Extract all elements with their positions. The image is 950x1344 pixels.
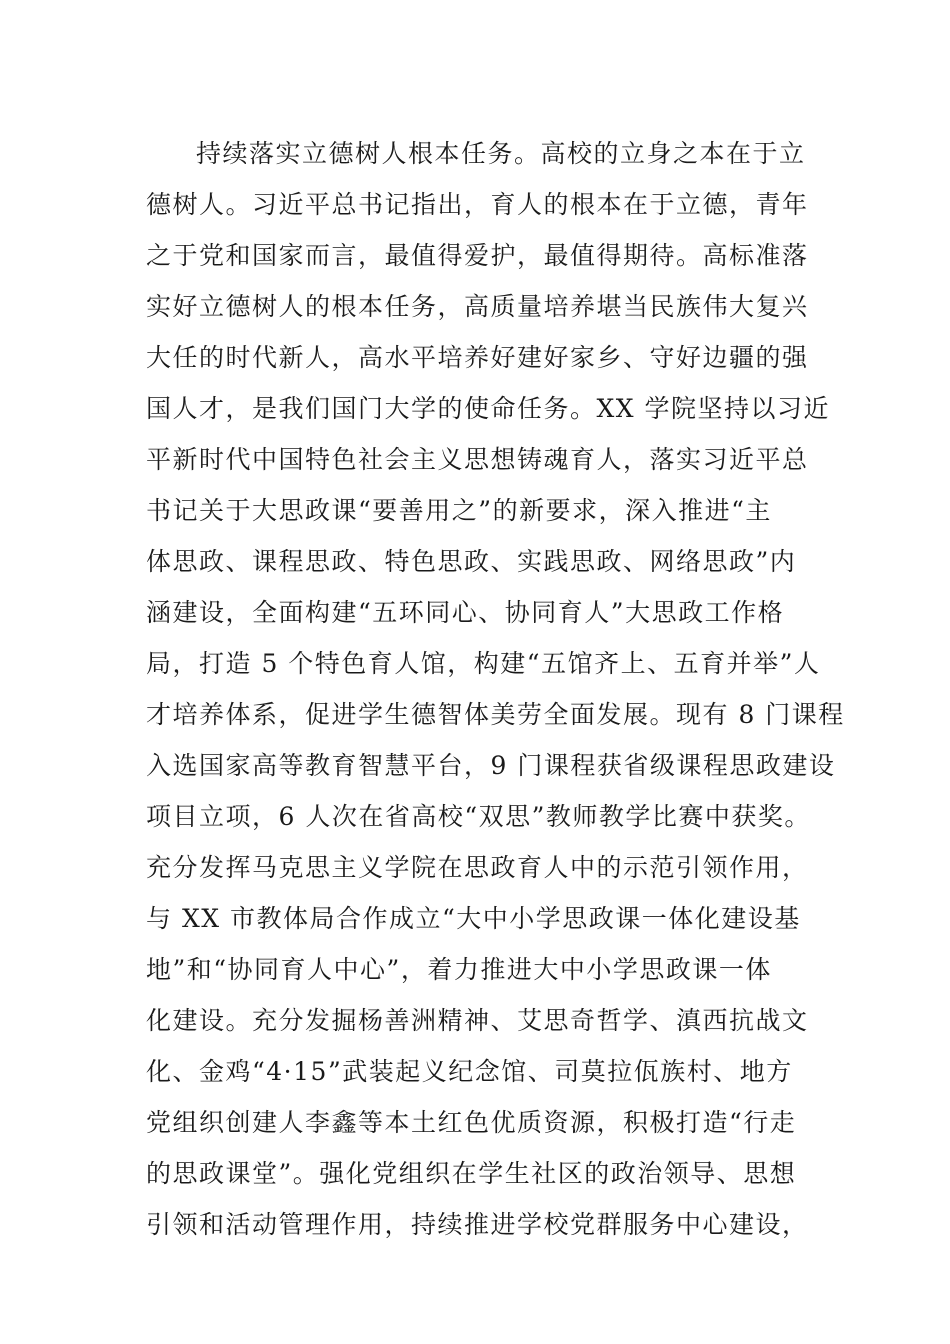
paragraph-line: 与 XX 市教体局合作成立“大中小学思政课一体化建设基 xyxy=(146,904,801,933)
paragraph-line: 国人才，是我们国门大学的使命任务。XX 学院坚持以习近 xyxy=(146,394,831,423)
body-paragraph xyxy=(146,128,845,1250)
paragraph-line: 项目立项，6 人次在省高校“双思”教师教学比赛中获奖。 xyxy=(146,802,811,831)
paragraph-line: 平新时代中国特色社会主义思想铸魂育人，落实习近平总 xyxy=(146,445,809,474)
paragraph-line: 实好立德树人的根本任务，高质量培养堪当民族伟大复兴 xyxy=(146,292,809,321)
paragraph-line: 大任的时代新人，高水平培养好建好家乡、守好边疆的强 xyxy=(146,343,809,372)
paragraph-line: 持续落实立德树人根本任务。高校的立身之本在于立 xyxy=(196,139,806,168)
paragraph-line: 化、金鸡“4·15”武装起义纪念馆、司莫拉佤族村、地方 xyxy=(146,1057,793,1086)
paragraph-line: 地”和“协同育人中心”，着力推进大中小学思政课一体 xyxy=(146,955,772,984)
paragraph-line: 入选国家高等教育智慧平台，9 门课程获省级课程思政建设 xyxy=(146,751,836,780)
paragraph-line: 充分发挥马克思主义学院在思政育人中的示范引领作用， xyxy=(146,853,809,882)
paragraph-line: 体思政、课程思政、特色思政、实践思政、网络思政”内 xyxy=(146,547,797,576)
paragraph-line: 之于党和国家而言，最值得爱护，最值得期待。高标准落 xyxy=(146,241,809,270)
paragraph-line: 德树人。习近平总书记指出，育人的根本在于立德，青年 xyxy=(146,190,809,219)
paragraph-line: 化建设。充分发掘杨善洲精神、艾思奇哲学、滇西抗战文 xyxy=(146,1006,809,1035)
paragraph-line: 书记关于大思政课“要善用之”的新要求，深入推进“主 xyxy=(146,496,772,525)
paragraph-line: 局，打造 5 个特色育人馆，构建“五馆齐上、五育并举”人 xyxy=(146,649,821,678)
paragraph-line: 才培养体系，促进学生德智体美劳全面发展。现有 8 门课程 xyxy=(146,700,845,729)
paragraph-line: 党组织创建人李鑫等本土红色优质资源，积极打造“行走 xyxy=(146,1108,797,1137)
paragraph-line: 引领和活动管理作用，持续推进学校党群服务中心建设， xyxy=(146,1210,809,1239)
paragraph-line: 的思政课堂”。强化党组织在学生社区的政治领导、思想 xyxy=(146,1159,797,1188)
paragraph-line: 涵建设，全面构建“五环同心、协同育人”大思政工作格 xyxy=(146,598,785,627)
